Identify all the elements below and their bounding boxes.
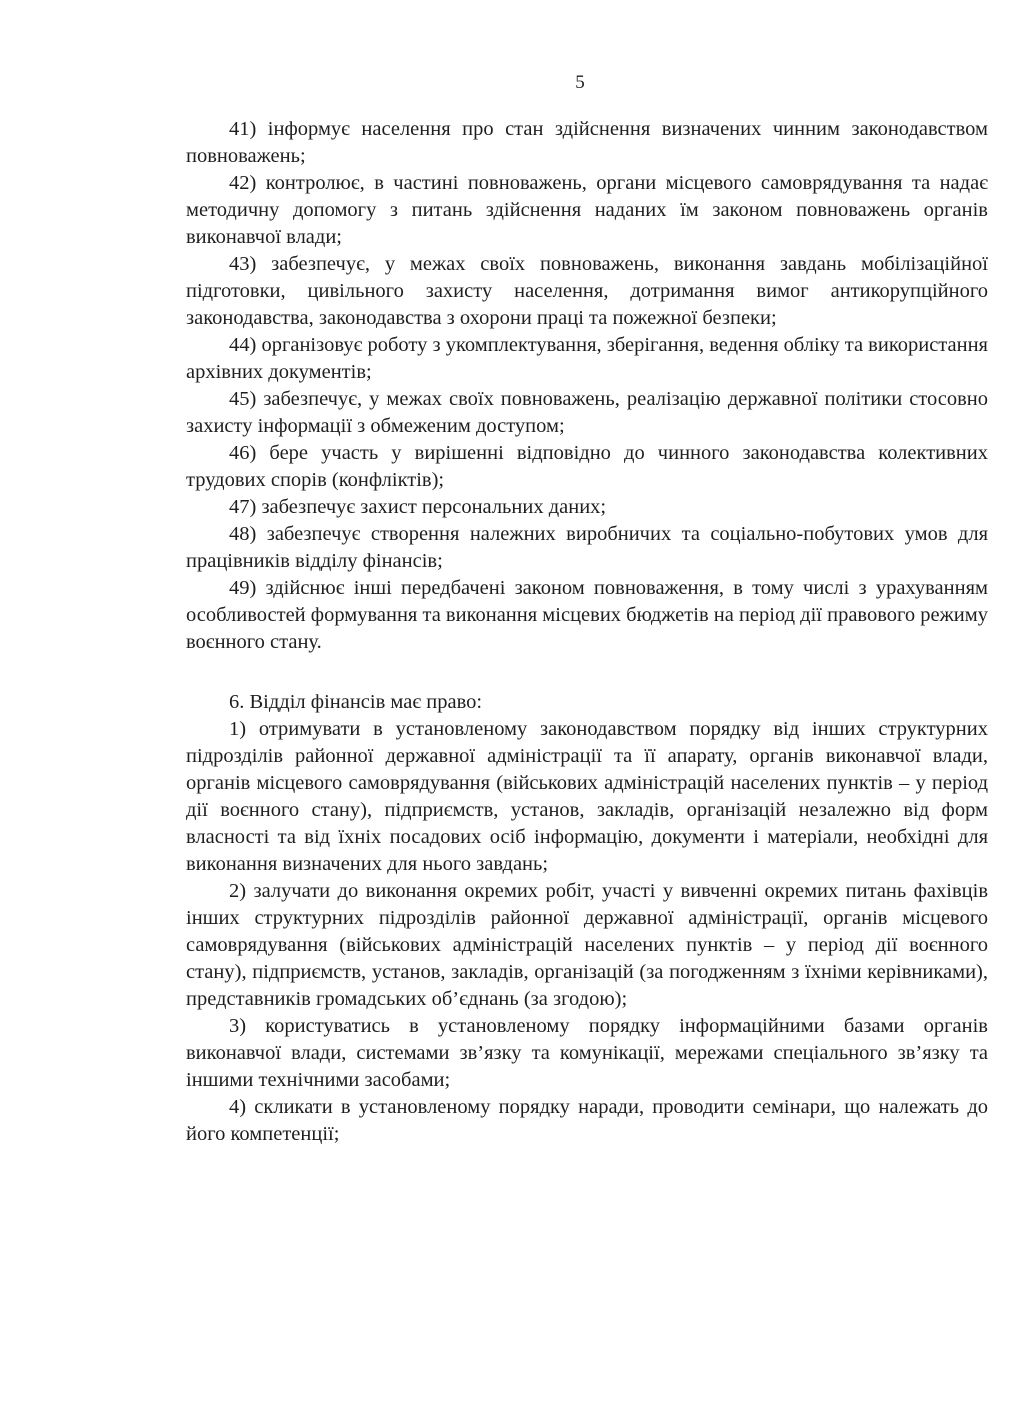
list-item-47: 47) забезпечує захист персональних даних;	[229, 496, 607, 518]
section-heading: 6. Відділ фінансів має право:	[229, 691, 483, 713]
powers-list	[186, 116, 988, 656]
list-item-43: 43) забезпечує, у межах своїх повноважень, виконання завдань мобілізаційної підготовки, цивільного захисту населення, дотримання вимог антикорупційного законодавства, законодавства з охорони праці та пожежної безпеки;	[186, 253, 988, 329]
page-number: 5	[575, 72, 585, 93]
document-body	[186, 116, 988, 1148]
rights-item-2: 2) залучати до виконання окремих робіт, участі у вивченні окремих питань фахівців інших структурних підрозділів районної державної адміністрації, органів місцевого самоврядування (військових адміністрацій населених пунктів – у період дії воєнного стану), підприємств, установ, закладів, організацій (за погодженням з їхніми керівниками), представників громадських об’єднань (за згодою);	[186, 880, 988, 1010]
list-item-49: 49) здійснює інші передбачені законом повноваження, в тому числі з урахуванням особливостей формування та виконання місцевих бюджетів на період дії правового режиму воєнного стану.	[186, 577, 988, 653]
list-item-46: 46) бере участь у вирішенні відповідно до чинного законодавства колективних трудових спорів (конфліктів);	[186, 442, 988, 491]
list-item-44: 44) організовує роботу з укомплектування, зберігання, ведення обліку та використання архівних документів;	[186, 334, 988, 383]
rights-item-1: 1) отримувати в установленому законодавством порядку від інших структурних підрозділів районної державної адміністрації та її апарату, органів виконавчої влади, органів місцевого самоврядування (військових адміністрацій населених пунктів – у період дії воєнного стану), підприємств, установ, закладів, організацій незалежно від форм власності та від їхніх посадових осіб інформацію, документи і матеріали, необхідні для виконання визначених для нього завдань;	[186, 718, 988, 875]
rights-item-3: 3) користуватись в установленому порядку інформаційними базами органів виконавчої влади, системами зв’язку та комунікації, мережами спеціального зв’язку та іншими технічними засобами;	[186, 1015, 988, 1091]
list-item-41: 41) інформує населення про стан здійснення визначених чинним законодавством повноважень;	[186, 118, 988, 167]
rights-item-4: 4) скликати в установленому порядку наради, проводити семінари, що належать до його компетенції;	[186, 1096, 988, 1145]
rights-list	[186, 716, 988, 1148]
list-item-48: 48) забезпечує створення належних виробничих та соціально-побутових умов для працівників відділу фінансів;	[186, 523, 988, 572]
list-item-42: 42) контролює, в частині повноважень, органи місцевого самоврядування та надає методичну допомогу з питань здійснення наданих їм законом повноважень органів виконавчої влади;	[186, 172, 988, 248]
list-item-45: 45) забезпечує, у межах своїх повноважень, реалізацію державної політики стосовно захисту інформації з обмеженим доступом;	[186, 388, 988, 437]
